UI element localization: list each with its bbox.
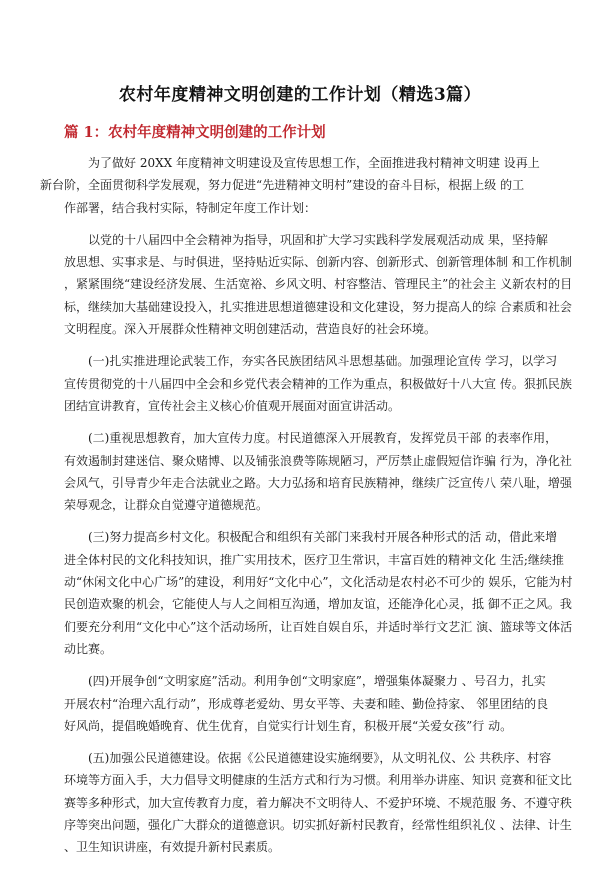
text-line: 宣传贯彻党的十八届四中全会和乡党代表会精神的工作为重点，积极做好十八大宣 传。狠抓民族	[64, 376, 572, 391]
paragraph-item-3	[64, 526, 573, 660]
paragraph-intro	[40, 152, 550, 219]
paragraph-item-1	[64, 350, 572, 417]
text-line: 为了做好 20XX 年度精神文明建设及宣传思想工作，全面推进我村精神文明建 设再上	[88, 156, 540, 170]
text-line: (五)加强公民道德建设。依据《公民道德建设实施纲要》，从文明礼仪、公 共秩序、村容	[88, 751, 552, 766]
text-line: 荣辱观念，让群众自觉遵守道德规范。	[64, 498, 269, 513]
text-line: (三)努力提高乡村文化。积极配合和组织有关部门来我村开展各种形式的活 动，借此来增	[88, 530, 558, 545]
text-line: 放思想、实事求是、与时俱进，坚持贴近实际、创新内容、创新形式、创新管理体制 和工作机制	[64, 255, 572, 270]
text-line: 以党的十八届四中全会精神为指导，巩固和扩大学习实践科学发展观活动成 果，坚持解	[88, 232, 548, 247]
text-line: 标，继续加大基础建设投入，扎实推进思想道德建设和文化建设，努力提高人的综 合素质和社会	[64, 299, 572, 314]
text-line: 开展农村“治理六乱行动”，形成尊老爱幼、男女平等、夫妻和睦、勤俭持家、 邻里团结的良	[64, 696, 549, 711]
text-line: 赛等多种形式，加大宣传教育力度，着力解决不文明待人、不爱护环境、不规范服 务、不遵守秩	[64, 795, 572, 810]
text-line: 会风气，引导青少年走合法就业之路。大力弘扬和培育民族精神，继续广泛宣传八 荣八耻，增强	[64, 475, 572, 490]
document-body	[40, 152, 573, 869]
text-line: 有效遏制封建迷信、聚众赌博、以及铺张浪费等陈规陋习，严厉禁止虚假短信诈骗 行为，净化社	[64, 453, 572, 468]
section-heading: 篇 1：农村年度精神文明创建的工作计划	[64, 124, 326, 141]
text-line: 动“休闲文化中心广场”的建设，利用好“文化中心”，文化活动是农村必不可少的 娱乐，它能为村	[64, 575, 573, 590]
paragraph-item-2	[64, 427, 572, 516]
text-line: 序等突出问题，强化广大群众的道德意识。切实抓好新村民教育，经常性组织礼仪 、法律、计生	[64, 818, 572, 833]
paragraph-item-4	[64, 670, 550, 737]
text-line: ，紧紧围绕“建设经济发展、生活宽裕、乡风文明、村容整洁、管理民主”的社会主 义新农村的目	[64, 277, 573, 292]
text-line: 新台阶，全面贯彻科学发展观，努力促进“先进精神文明村”建设的奋斗目标，根据上级 的工	[40, 178, 525, 193]
text-line: 民创造欢聚的机会，它能使人与人之间相互沟通，增加友谊，还能净化心灵，抵 御不正之风。我	[64, 597, 572, 612]
text-line: 进全体村民的文化科技知识，推广实用技术，医疗卫生常识，丰富百姓的精神文化 生活;继续推	[64, 552, 564, 567]
text-line: 们要充分利用“文化中心”这个活动场所，让百姓自娱自乐，并适时举行文艺汇 演、篮球等文体活	[64, 619, 573, 634]
paragraph-guidance	[64, 229, 573, 340]
text-line: 好风尚，提倡晚婚晚育、优生优育，自觉实行计划生育，积极开展“关爱女孩”行 动。	[64, 718, 513, 733]
text-line: (四)开展争创“文明家庭”活动。利用争创“文明家庭”，增强集体凝聚力 、号召力，扎实	[88, 674, 546, 689]
text-line: 动比赛。	[64, 641, 113, 656]
document-title: 农村年度精神文明创建的工作计划（精选3篇）	[118, 85, 482, 105]
text-line: 、卫生知识讲座，有效提升新村民素质。	[64, 840, 281, 855]
text-line: (二)重视思想教育，加大宣传力度。村民道德深入开展教育，发挥党员干部 的表率作用，	[88, 431, 558, 446]
text-line: 文明程度。深入开展群众性精神文明创建活动，营造良好的社会环境。	[64, 322, 437, 337]
text-line: 作部署，结合我村实际，特制定年度工作计划：	[64, 200, 317, 215]
text-line: 环境等方面入手，大力倡导文明健康的生活方式和行为习惯。利用举办讲座、知识 竞赛和征文比	[64, 773, 572, 788]
text-line: (一)扎实推进理论武装工作，夯实各民族团结风斗思想基础。加强理论宣传 学习，以学习	[88, 354, 558, 369]
text-line: 团结宣讲教育，宣传社会主义核心价值观开展面对面宣讲活动。	[64, 398, 401, 413]
paragraph-item-5	[64, 747, 572, 858]
